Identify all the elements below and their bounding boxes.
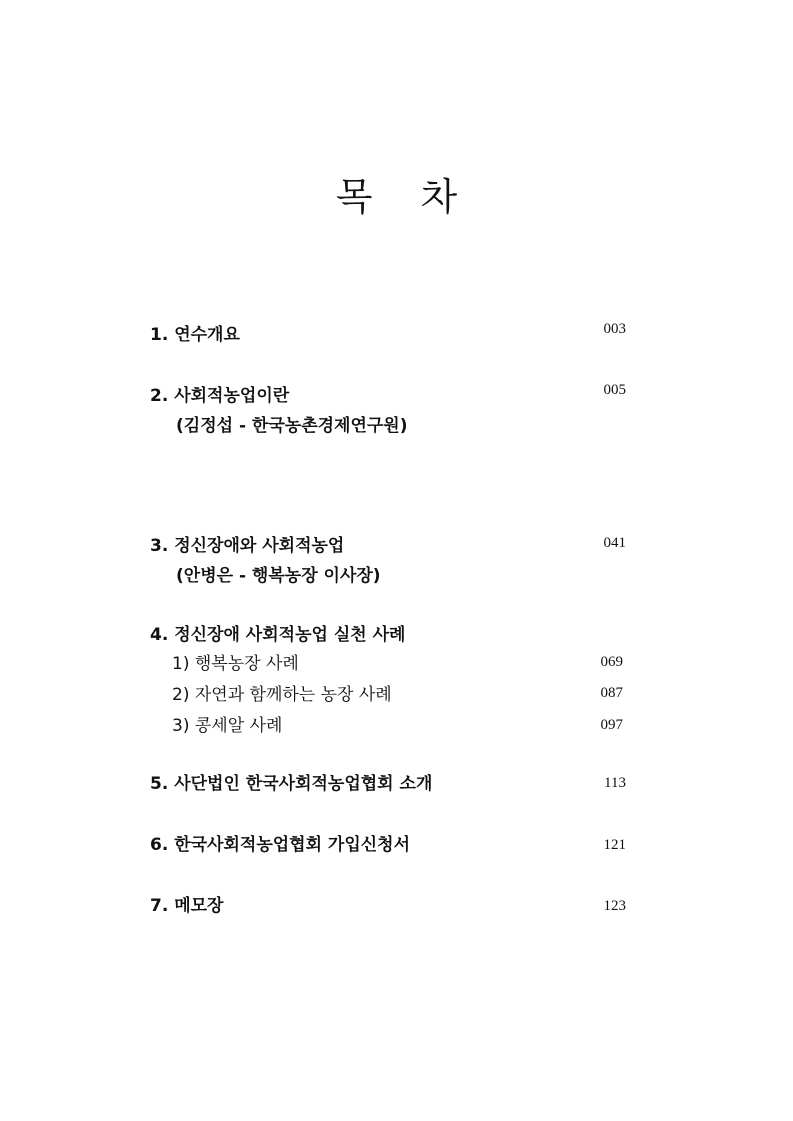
toc-subentry-4-3[interactable] xyxy=(150,713,626,739)
toc-entry-6[interactable] xyxy=(150,832,626,858)
toc-entry-page: 005 xyxy=(603,382,626,398)
toc-subentry-label: 2) 자연과 함께하는 농장 사례 xyxy=(172,685,392,705)
toc-entry-label: 3. 정신장애와 사회적농업 xyxy=(150,536,345,556)
toc-subentry-4-2[interactable] xyxy=(150,682,626,708)
toc-entry-label: 4. 정신장애 사회적농업 실천 사례 xyxy=(150,625,406,645)
toc-entry-2[interactable] xyxy=(150,383,626,409)
toc-entry-3-author xyxy=(150,563,626,589)
page-title: 목 차 xyxy=(335,175,476,219)
toc-entry-label: 1. 연수개요 xyxy=(150,325,240,345)
toc-entry-label: 6. 한국사회적농업협회 가입신청서 xyxy=(150,835,411,855)
toc-subentry-page: 097 xyxy=(600,717,623,733)
toc-entry-label: 5. 사단법인 한국사회적농업협회 소개 xyxy=(150,774,433,794)
toc-entry-4[interactable] xyxy=(150,622,626,648)
toc-entry-label: 7. 메모장 xyxy=(150,896,224,916)
toc-subentry-label: 1) 행복농장 사례 xyxy=(172,654,299,674)
toc-entry-2-author xyxy=(150,413,626,439)
toc-subentry-page: 069 xyxy=(600,654,623,670)
toc-entry-3[interactable] xyxy=(150,533,626,559)
toc-entry-author: (김정섭 - 한국농촌경제연구원) xyxy=(176,416,408,436)
toc-subentry-label: 3) 콩세알 사례 xyxy=(172,716,283,736)
toc-entry-page: 003 xyxy=(603,321,626,337)
toc-entry-1[interactable] xyxy=(150,322,626,348)
toc-entry-page: 041 xyxy=(603,535,626,551)
toc-entry-page: 121 xyxy=(603,837,626,853)
toc-entry-author: (안병은 - 행복농장 이사장) xyxy=(176,566,381,586)
toc-entry-page: 113 xyxy=(604,775,626,791)
toc-entry-7[interactable] xyxy=(150,893,626,919)
toc-subentry-page: 087 xyxy=(600,685,623,701)
toc-entry-label: 2. 사회적농업이란 xyxy=(150,386,290,406)
toc-subentry-4-1[interactable] xyxy=(150,651,626,677)
toc-entry-page: 123 xyxy=(603,898,626,914)
toc-entry-5[interactable] xyxy=(150,771,626,797)
